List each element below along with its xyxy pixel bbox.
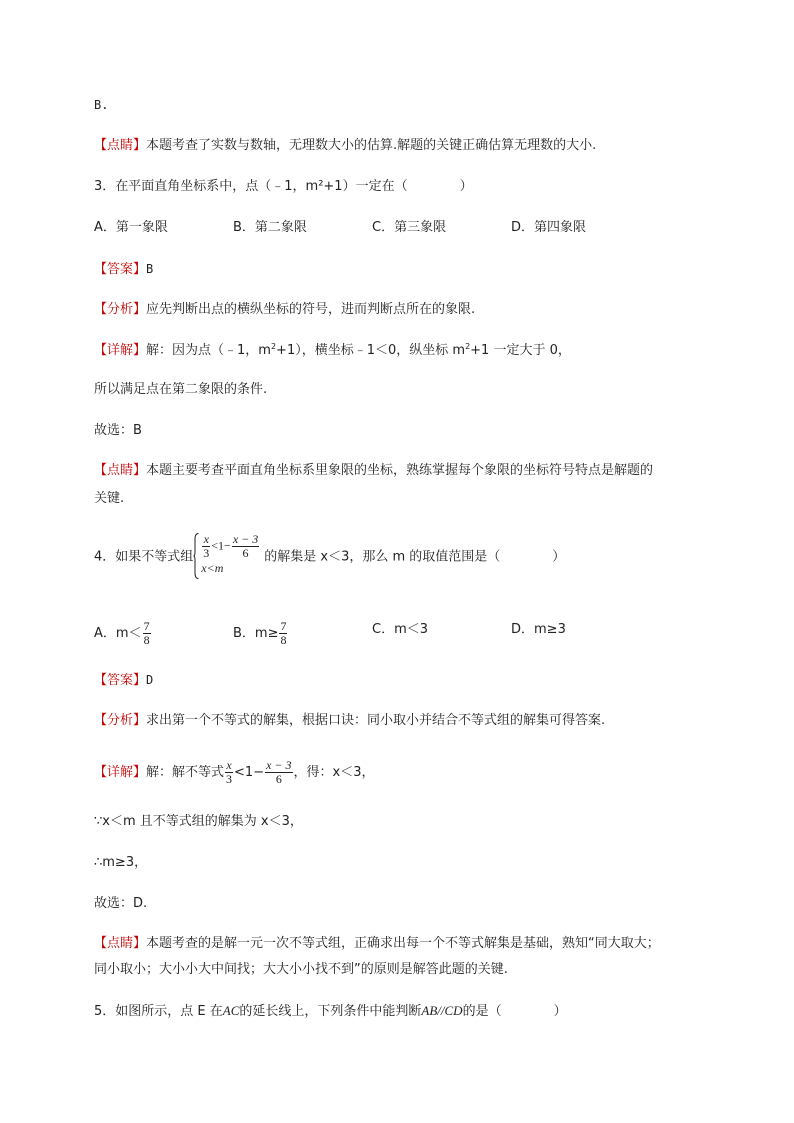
option-b: B．第二象限 — [233, 220, 307, 235]
analysis-tag: 【分析】 — [94, 302, 147, 317]
fraction-x-3 — [202, 533, 210, 560]
frac-den: 3 — [203, 546, 210, 560]
comment-text: 本题主要考查平面直角坐标系里象限的坐标，熟练掌握每个象限的坐标符号特点是解题的 — [146, 463, 654, 478]
detail-text-a: 解：因为点（﹣1，m — [146, 343, 271, 358]
question-4-detail-2 — [94, 812, 303, 832]
question-4-answer — [94, 670, 153, 691]
system-row-2: x<m — [201, 561, 224, 575]
option-a: A．第一象限 — [94, 220, 168, 235]
frac-num: x — [226, 758, 232, 772]
question-3-text: 3．在平面直角坐标系中，点（﹣1，m²+1）一定在（ ） — [94, 179, 473, 194]
fraction-x-minus-3-over-6 — [232, 533, 259, 560]
comment-text: 本题考查的是解一元一次不等式组，正确求出每一个不等式解集是基础，熟知“同大取大； — [146, 936, 660, 951]
frac-den: 6 — [242, 546, 249, 560]
comment-tag: 【点睛】 — [94, 936, 147, 951]
selection-text: 故选：B — [94, 423, 142, 438]
detail-text-3: ∴m≥3， — [94, 855, 148, 870]
superscript-2: 2 — [270, 342, 277, 351]
question-5-text-a: 5．如图所示，点 E 在 — [94, 1004, 223, 1019]
left-brace-icon — [193, 533, 199, 579]
question-4-suffix: 的解集是 x＜3，那么 m 的取值范围是（ ） — [264, 549, 566, 565]
segment-ac: AC — [222, 1003, 240, 1018]
question-4-stem — [94, 533, 565, 582]
comment-text-2: 关键. — [94, 491, 125, 506]
detail-text-2: ∵x＜m 且不等式组的解集为 x＜3， — [94, 814, 303, 829]
frac-den: 8 — [143, 633, 150, 647]
frac-num: x − 3 — [266, 758, 292, 772]
question-4-analysis — [94, 711, 605, 731]
detail-text-b: +1），横坐标﹣1＜0，纵坐标 m — [276, 343, 466, 358]
analysis-text: 求出第一个不等式的解集，根据口诀：同小取小并结合不等式组的解集可得答案. — [146, 713, 606, 728]
answer-b-line — [94, 95, 108, 116]
analysis-text: 应先判断出点的横纵坐标的符号，进而判断点所在的象限. — [146, 302, 476, 317]
analysis-tag: 【分析】 — [94, 713, 147, 728]
detail-text-b: ，得：x＜3， — [293, 765, 375, 780]
question-3-answer — [94, 259, 153, 280]
question-5-text-c: 的是（ ） — [462, 1004, 567, 1019]
detail-tag: 【详解】 — [94, 765, 147, 780]
comment-text: 本题考查了实数与数轴，无理数大小的估算.解题的关键正确估算无理数的大小. — [146, 138, 597, 153]
question-4-detail — [94, 758, 375, 788]
option-a-text: A．m＜ — [94, 626, 142, 641]
frac-den: 3 — [226, 772, 233, 786]
option-d: D．m≥3 — [511, 622, 566, 637]
question-5-text-b: 的延长线上，下列条件中能判断 — [239, 1004, 422, 1019]
fraction-x-3 — [225, 759, 233, 786]
option-a — [94, 620, 152, 647]
inequality-system — [193, 533, 260, 581]
question-3-detail-2 — [94, 380, 267, 400]
detail-tag: 【详解】 — [94, 343, 147, 358]
detail-mid: <1− — [234, 765, 265, 780]
comment-tag: 【点睛】 — [94, 138, 147, 153]
frac-num: 7 — [280, 619, 287, 633]
question-3-comment-1 — [94, 461, 653, 481]
answer-value: D — [146, 673, 154, 687]
question-4-comment-2 — [94, 960, 508, 980]
comment-line-q2 — [94, 136, 596, 156]
question-3-stem — [94, 177, 473, 197]
question-4-prefix: 4．如果不等式组 — [94, 549, 194, 565]
system-row-1-mid: <1− — [211, 538, 231, 553]
question-4-selection — [94, 894, 147, 914]
system-row-1 — [201, 533, 260, 560]
fraction-7-8 — [279, 620, 287, 647]
parallel-ab-cd: AB//CD — [421, 1003, 463, 1018]
answer-tag: 【答案】 — [94, 262, 147, 277]
frac-num: x — [203, 532, 209, 546]
comment-text-2: 同小取小；大小小大中间找；大大小小找不到”的原则是解答此题的关键. — [94, 962, 508, 977]
question-4-comment-1 — [94, 934, 660, 954]
comment-tag: 【点睛】 — [94, 463, 147, 478]
option-d: D．第四象限 — [511, 220, 587, 235]
selection-text: 故选：D. — [94, 896, 148, 911]
question-3-analysis — [94, 300, 475, 320]
superscript-2-b: 2 — [465, 342, 471, 351]
frac-num: 7 — [143, 619, 150, 633]
detail-text-a: 解：解不等式 — [146, 765, 225, 780]
frac-num: x − 3 — [232, 532, 259, 546]
question-4-detail-3 — [94, 853, 147, 873]
question-3-comment-2 — [94, 489, 124, 509]
option-b — [233, 620, 288, 647]
question-3-selection — [94, 421, 142, 441]
fraction-x-minus-3-over-6 — [265, 759, 292, 786]
answer-b-text: B. — [94, 98, 109, 112]
detail-text-c: +1 一定大于 0， — [470, 343, 571, 358]
option-c: C．第三象限 — [372, 220, 447, 235]
answer-tag: 【答案】 — [94, 673, 147, 688]
option-c: C．m＜3 — [372, 622, 429, 637]
fraction-7-8 — [143, 620, 151, 647]
question-5-stem — [94, 1001, 567, 1022]
frac-den: 8 — [280, 633, 287, 647]
option-b-text: B．m≥ — [233, 626, 279, 641]
answer-value: B — [146, 262, 154, 276]
detail-text-2: 所以满足点在第二象限的条件. — [94, 382, 268, 397]
question-3-detail — [94, 341, 571, 361]
frac-den: 6 — [275, 772, 282, 786]
